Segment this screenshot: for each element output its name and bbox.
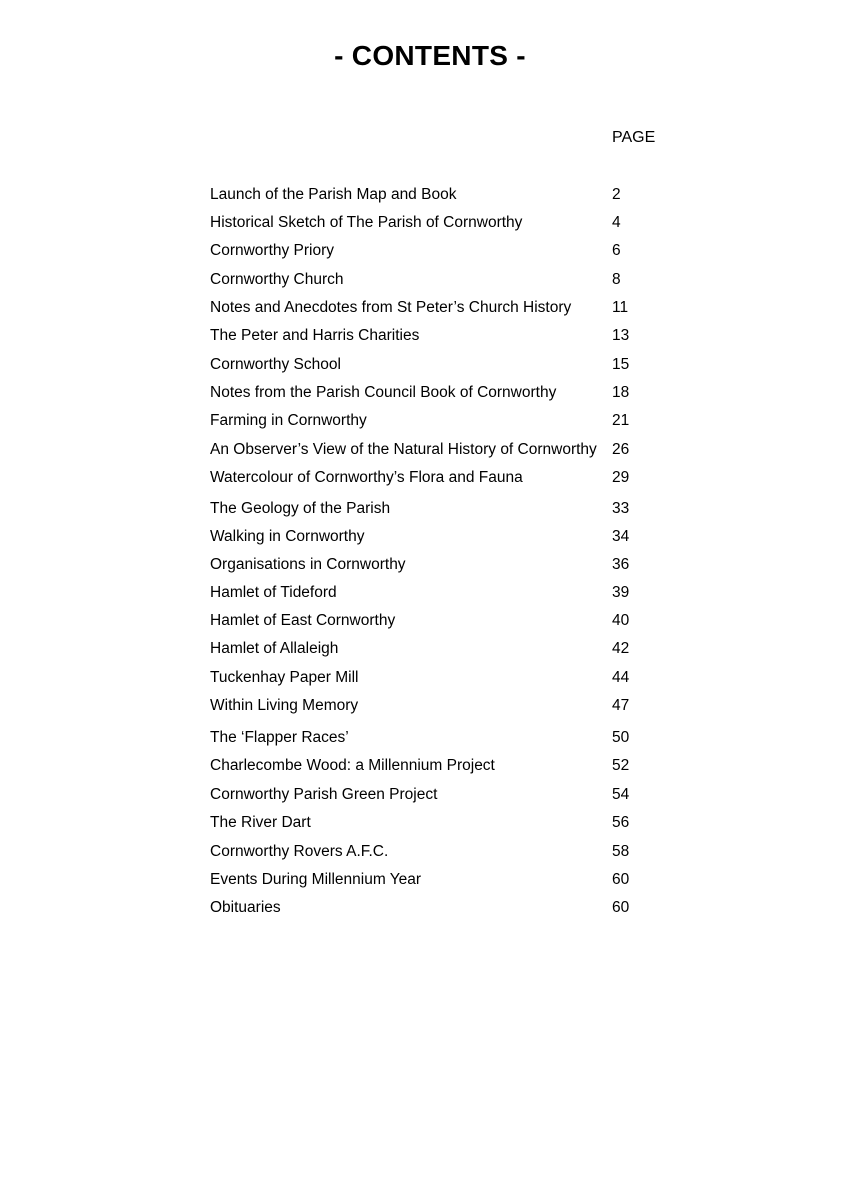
entry-page-number: 6	[612, 242, 621, 259]
contents-entry	[210, 439, 670, 461]
contents-entry	[210, 582, 670, 604]
entry-page-number: 39	[612, 584, 630, 601]
entry-page-number: 47	[612, 697, 630, 714]
entry-title: Hamlet of Tideford	[210, 584, 337, 601]
entry-page-number: 34	[612, 528, 630, 545]
entry-title: Watercolour of Cornworthy’s Flora and Fauna	[210, 469, 523, 486]
contents-entry	[210, 467, 670, 489]
entry-page-number: 58	[612, 843, 630, 860]
contents-entry	[210, 297, 670, 319]
entry-page-number: 36	[612, 556, 630, 573]
entry-title: The Peter and Harris Charities	[210, 327, 420, 344]
entry-page-number: 60	[612, 871, 630, 888]
entry-title: Cornworthy Church	[210, 271, 344, 288]
contents-entry	[210, 212, 670, 234]
entry-title: Cornworthy School	[210, 356, 341, 373]
entry-page-number: 52	[612, 757, 630, 774]
contents-entry	[210, 410, 670, 432]
entry-page-number: 44	[612, 669, 630, 686]
entry-title: Cornworthy Rovers A.F.C.	[210, 843, 389, 860]
contents-entry	[210, 812, 670, 834]
entry-title: Hamlet of Allaleigh	[210, 640, 339, 657]
contents-entry	[210, 667, 670, 689]
entry-title: Farming in Cornworthy	[210, 412, 367, 429]
contents-entry	[210, 695, 670, 717]
entry-title: Walking in Cornworthy	[210, 528, 365, 545]
entry-title: Within Living Memory	[210, 697, 359, 714]
entry-title: The ‘Flapper Races’	[210, 729, 349, 746]
entry-page-number: 11	[612, 299, 629, 316]
entry-title: Hamlet of East Cornworthy	[210, 612, 396, 629]
entry-title: Historical Sketch of The Parish of Cornworthy	[210, 214, 523, 231]
entry-page-number: 33	[612, 500, 630, 517]
entry-page-number: 29	[612, 469, 630, 486]
entry-title: Cornworthy Priory	[210, 242, 335, 259]
entry-page-number: 18	[612, 384, 630, 401]
contents-entry	[210, 184, 670, 206]
entry-page-number: 50	[612, 729, 630, 746]
entry-page-number: 15	[612, 356, 630, 373]
contents-entry	[210, 727, 670, 749]
entry-page-number: 60	[612, 899, 630, 916]
contents-entry	[210, 841, 670, 863]
contents-entry	[210, 610, 670, 632]
entry-page-number: 40	[612, 612, 630, 629]
entry-title: An Observer’s View of the Natural History of Cornworthy	[210, 441, 597, 458]
contents-entry	[210, 755, 670, 777]
entry-page-number: 21	[612, 412, 630, 429]
contents-entry	[210, 784, 670, 806]
contents-entry	[210, 638, 670, 660]
entry-title: Charlecombe Wood: a Millennium Project	[210, 757, 495, 774]
entry-title: The River Dart	[210, 814, 311, 831]
entry-title: Events During Millennium Year	[210, 871, 422, 888]
entry-page-number: 26	[612, 441, 630, 458]
entry-title: Organisations in Cornworthy	[210, 556, 406, 573]
entry-page-number: 2	[612, 186, 621, 203]
contents-entry	[210, 498, 670, 520]
entry-title: Obituaries	[210, 899, 281, 916]
entry-title: Launch of the Parish Map and Book	[210, 186, 457, 203]
entry-page-number: 8	[612, 271, 621, 288]
page-column-heading: PAGE	[612, 129, 656, 146]
contents-entry	[210, 240, 670, 262]
contents-entry	[210, 325, 670, 347]
entry-title: Notes from the Parish Council Book of Cornworthy	[210, 384, 557, 401]
contents-entry	[210, 526, 670, 548]
contents-entry	[210, 382, 670, 404]
entry-page-number: 13	[612, 327, 630, 344]
entry-title: The Geology of the Parish	[210, 500, 391, 517]
entry-title: Tuckenhay Paper Mill	[210, 669, 359, 686]
contents-entry	[210, 897, 670, 919]
entry-page-number: 4	[612, 214, 621, 231]
entry-page-number: 42	[612, 640, 630, 657]
entry-title: Cornworthy Parish Green Project	[210, 786, 438, 803]
entry-page-number: 54	[612, 786, 630, 803]
contents-entry	[210, 554, 670, 576]
entry-page-number: 56	[612, 814, 630, 831]
entry-title: Notes and Anecdotes from St Peter’s Church History	[210, 299, 572, 316]
contents-entry	[210, 354, 670, 376]
page-title: - CONTENTS -	[334, 40, 526, 71]
contents-entry	[210, 269, 670, 291]
contents-entry	[210, 869, 670, 891]
